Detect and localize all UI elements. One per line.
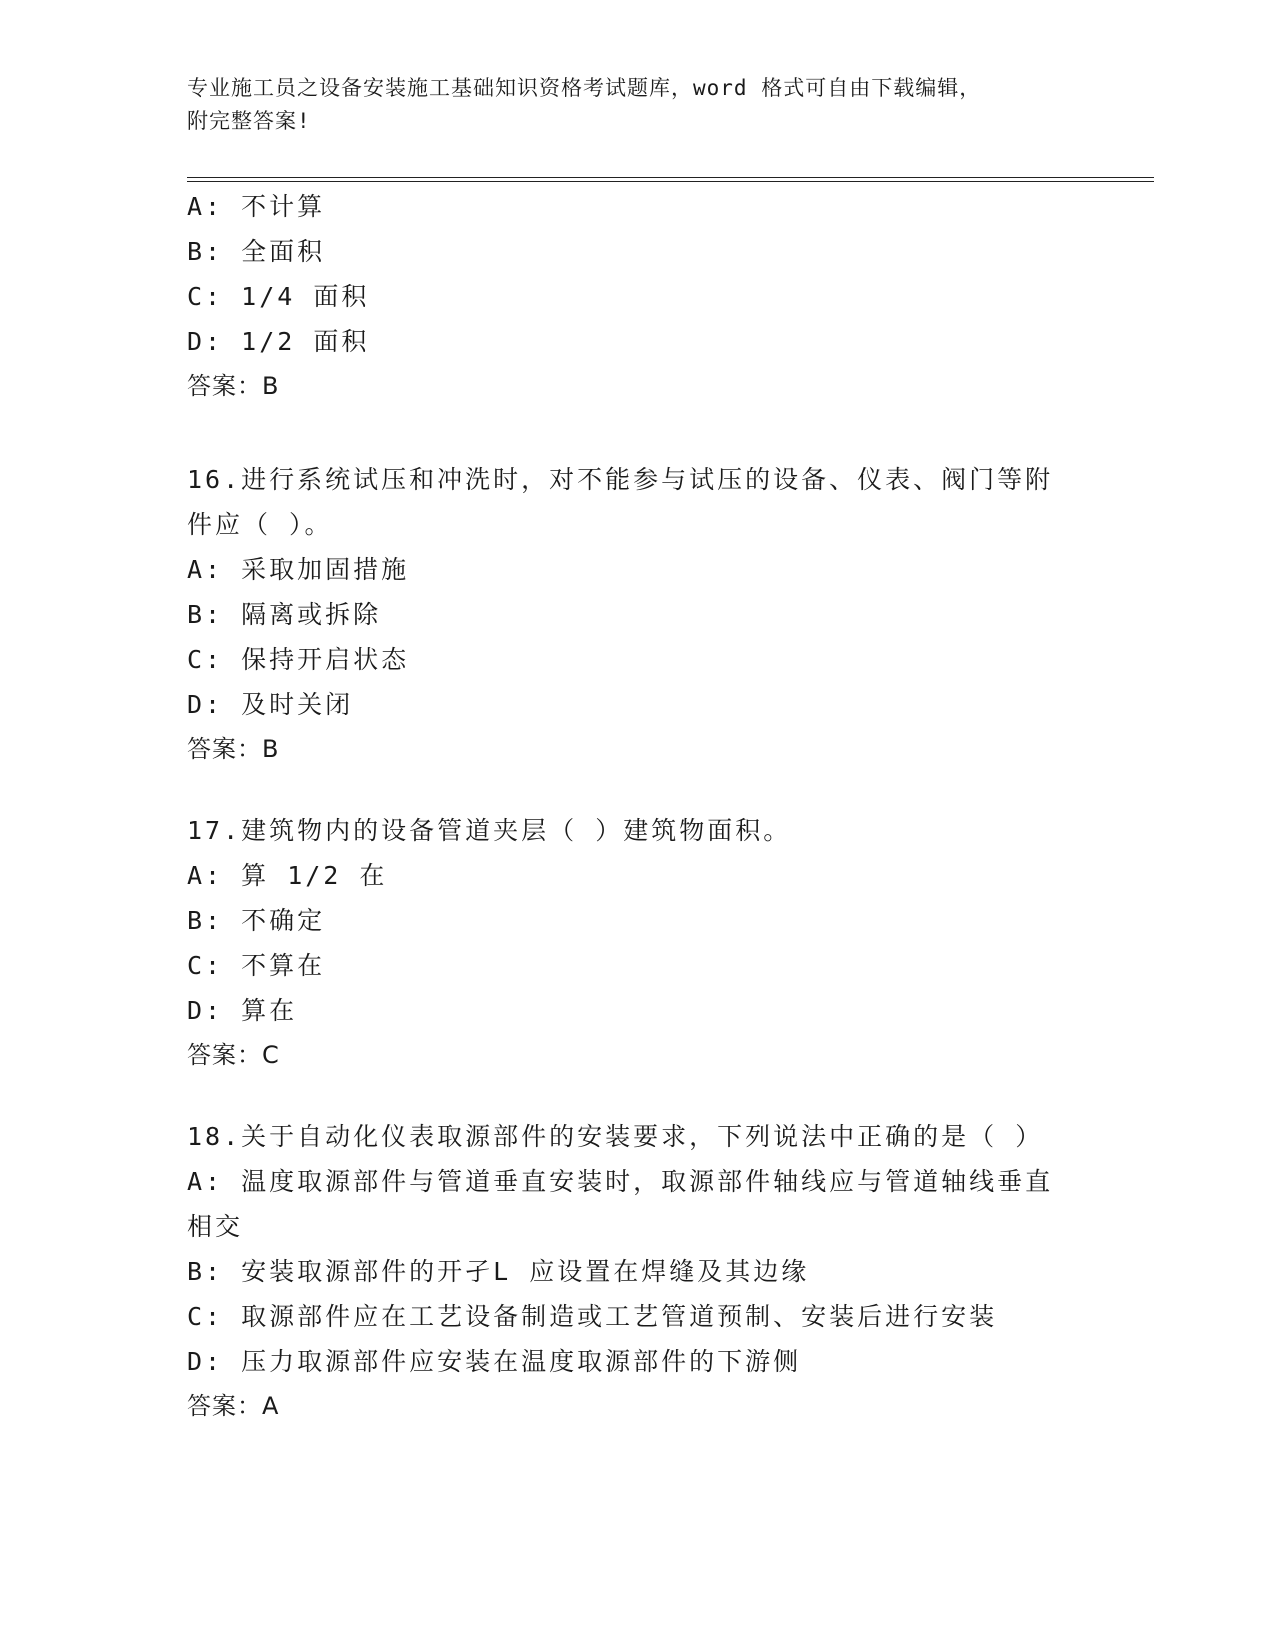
header-divider-bottom [187, 181, 1154, 182]
header-line-2: 附完整答案! [187, 109, 311, 133]
answer: 答案：B [187, 372, 280, 400]
option-a-line-2: 相交 [187, 1212, 244, 1241]
question-stem: 17.建筑物内的设备管道夹层（ ）建筑物面积。 [187, 816, 792, 845]
document-header [187, 72, 1087, 138]
header-line-1: 专业施工员之设备安装施工基础知识资格考试题库，word 格式可自由下载编辑， [187, 76, 982, 100]
option-b: B: 安装取源部件的开孑L 应设置在焊缝及其边缘 [187, 1257, 810, 1286]
answer: 答案：C [187, 1041, 280, 1069]
option-d: D: 算在 [187, 996, 298, 1025]
question-stem: 18.关于自动化仪表取源部件的安装要求，下列说法中正确的是（ ） [187, 1122, 1044, 1151]
option-d: D: 及时关闭 [187, 690, 354, 719]
question-stem-line-2: 件应（ ）。 [187, 510, 333, 539]
option-b: B: 不确定 [187, 906, 326, 935]
option-c: C: 取源部件应在工艺设备制造或工艺管道预制、安装后进行安装 [187, 1302, 998, 1331]
option-c: C: 1/4 面积 [187, 282, 370, 311]
option-c: C: 保持开启状态 [187, 645, 410, 674]
option-a: A: 不计算 [187, 192, 326, 221]
option-a: A: 采取加固措施 [187, 555, 410, 584]
question-15 [187, 184, 1087, 409]
option-d: D: 压力取源部件应安装在温度取源部件的下游侧 [187, 1347, 802, 1376]
option-b: B: 全面积 [187, 237, 326, 266]
option-c: C: 不算在 [187, 951, 326, 980]
option-a: A: 算 1/2 在 [187, 861, 388, 890]
question-stem-line-1: 16.进行系统试压和冲洗时，对不能参与试压的设备、仪表、阀门等附 [187, 465, 1054, 494]
question-17 [187, 808, 1087, 1078]
option-d: D: 1/2 面积 [187, 327, 370, 356]
option-a-line-1: A: 温度取源部件与管道垂直安装时，取源部件轴线应与管道轴线垂直 [187, 1167, 1054, 1196]
answer: 答案：B [187, 735, 280, 763]
question-18 [187, 1114, 1087, 1429]
header-divider-top [187, 177, 1154, 178]
option-b: B: 隔离或拆除 [187, 600, 382, 629]
question-16 [187, 457, 1087, 772]
answer: 答案：A [187, 1392, 280, 1420]
